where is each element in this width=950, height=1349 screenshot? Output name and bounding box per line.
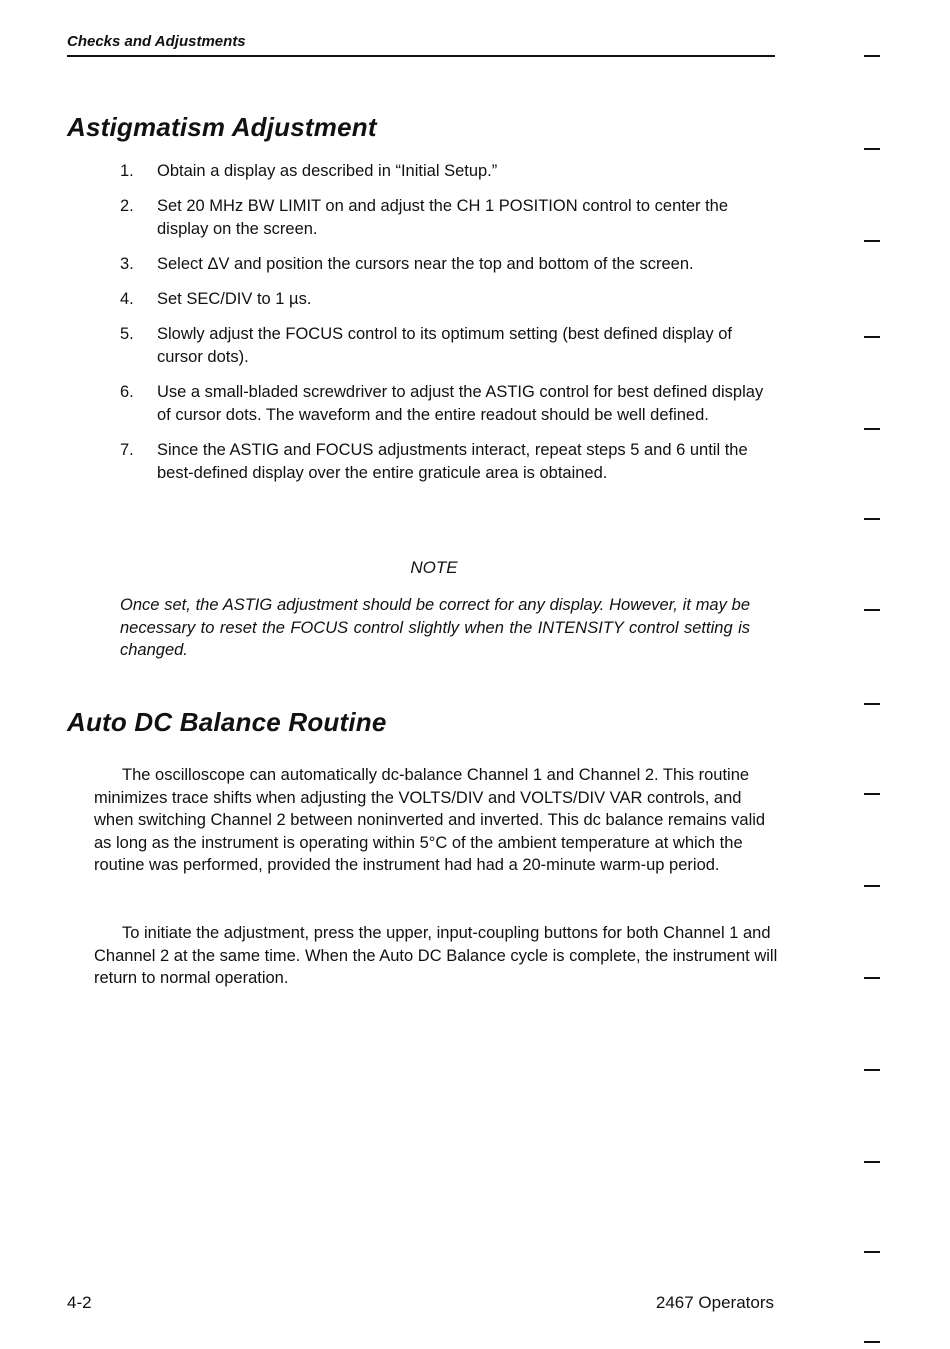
running-header: Checks and Adjustments xyxy=(67,33,775,57)
step-item xyxy=(120,288,780,311)
step-item xyxy=(120,160,780,183)
step-text: Slowly adjust the FOCUS control to its optimum setting (best defined display of cursor dots). xyxy=(157,325,733,366)
margin-tick xyxy=(864,240,880,242)
step-text: Set SEC/DIV to 1 µs. xyxy=(157,290,312,308)
margin-tick xyxy=(864,793,880,795)
step-number: 6. xyxy=(120,383,134,401)
margin-tick xyxy=(864,1341,880,1343)
note-body: Once set, the ASTIG adjustment should be correct for any display. However, it may be necessary to reset the FOCUS control slightly when the INTENSITY control setting is changed. xyxy=(120,596,750,659)
step-number: 2. xyxy=(120,197,134,215)
margin-tick xyxy=(864,1069,880,1071)
step-number: 4. xyxy=(120,290,134,308)
margin-tick xyxy=(864,148,880,150)
section-title-astigmatism: Astigmatism Adjustment xyxy=(67,112,377,142)
step-text: Use a small-bladed screwdriver to adjust the ASTIG control for best defined display of cursor dots. The waveform and the entire readout should be well defined. xyxy=(157,383,764,424)
margin-tick xyxy=(864,977,880,979)
step-number: 1. xyxy=(120,162,134,180)
manual-title: 2467 Operators xyxy=(655,1293,774,1312)
margin-tick xyxy=(864,1161,880,1163)
margin-tick xyxy=(864,703,880,705)
step-item xyxy=(120,323,780,369)
procedure-steps xyxy=(120,160,780,497)
section-title-auto-dc-balance: Auto DC Balance Routine xyxy=(67,707,387,737)
step-text: Set 20 MHz BW LIMIT on and adjust the CH 1 POSITION control to center the display on the screen. xyxy=(157,197,729,238)
margin-tick xyxy=(864,518,880,520)
step-number: 5. xyxy=(120,325,134,343)
step-item xyxy=(120,439,780,485)
step-text: Since the ASTIG and FOCUS adjustments interact, repeat steps 5 and 6 until the best-defined display over the entire graticule area is obtained. xyxy=(157,441,748,482)
step-text: Obtain a display as described in “Initial Setup.” xyxy=(157,162,498,180)
note-heading: NOTE xyxy=(410,558,458,577)
step-item xyxy=(120,381,780,427)
body-paragraph: To initiate the adjustment, press the upper, input-coupling buttons for both Channel 1 and Channel 2 at the same time. When the Auto DC Balance cycle is complete, the instrument will return to normal operation. xyxy=(94,924,778,987)
margin-tick xyxy=(864,55,880,57)
margin-tick xyxy=(864,885,880,887)
page-number: 4-2 xyxy=(67,1293,92,1312)
margin-tick xyxy=(864,336,880,338)
margin-tick xyxy=(864,428,880,430)
margin-tick xyxy=(864,1251,880,1253)
body-paragraph: The oscilloscope can automatically dc-balance Channel 1 and Channel 2. This routine minimizes trace shifts when adjusting the VOLTS/DIV and VOLTS/DIV VAR controls, and when switching Channel 2 between noninverted and inverted. This dc balance remains valid as long as the instrument is operating within 5°C of the ambient temperature at which the routine was performed, provided the instrument had had a 20-minute warm-up period. xyxy=(94,766,766,874)
step-number: 7. xyxy=(120,441,134,459)
step-item xyxy=(120,253,780,276)
step-text: Select ΔV and position the cursors near the top and bottom of the screen. xyxy=(157,255,694,273)
step-item xyxy=(120,195,780,241)
margin-tick xyxy=(864,609,880,611)
step-number: 3. xyxy=(120,255,134,273)
